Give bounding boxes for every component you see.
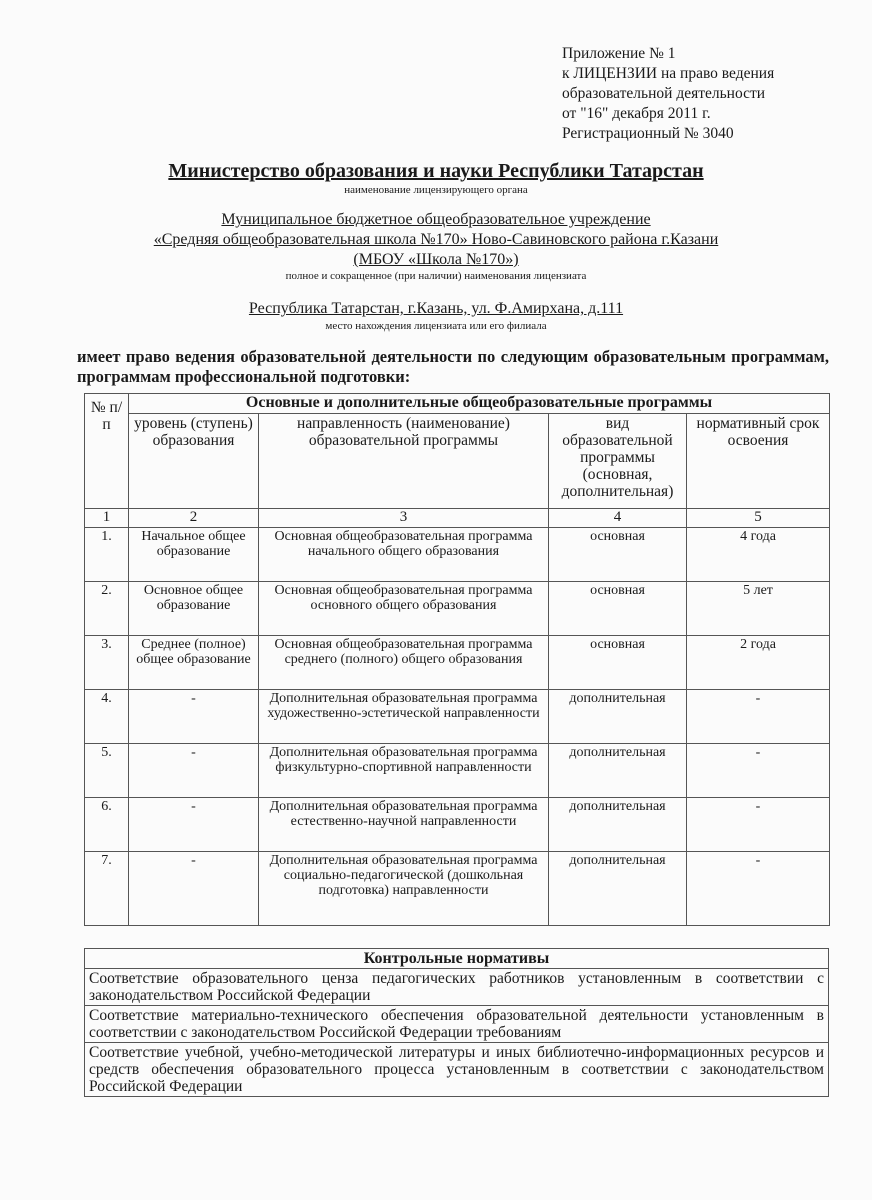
- row-kind: дополнительная: [549, 744, 687, 798]
- row-num: 6.: [85, 798, 129, 852]
- licensee-line: «Средняя общеобразовательная школа №170» Ново-Савиновского района г.Казани: [153, 231, 719, 248]
- row-kind: дополнительная: [549, 690, 687, 744]
- row-level: Начальное общее образование: [129, 528, 259, 582]
- group-title: Основные и дополнительные общеобразовательные программы: [129, 394, 830, 414]
- col-number: 1: [85, 509, 129, 528]
- col-number: 3: [259, 509, 549, 528]
- table-row: [85, 852, 830, 926]
- row-kind: дополнительная: [549, 798, 687, 852]
- licensee-location: [0, 299, 872, 319]
- table-row: [85, 582, 830, 636]
- col-number: 4: [549, 509, 687, 528]
- row-direction: Дополнительная образовательная программа физкультурно-спортивной направленности: [259, 744, 549, 798]
- col-number: 5: [687, 509, 830, 528]
- control-item: Соответствие образовательного ценза педагогических работников установленным в соответствии с законодательством Российской Федерации: [85, 969, 829, 1006]
- annex-line: Приложение № 1: [562, 45, 676, 62]
- row-term: 2 года: [687, 636, 830, 690]
- row-term: -: [687, 744, 830, 798]
- row-term: 5 лет: [687, 582, 830, 636]
- licensee-line: Муниципальное бюджетное общеобразовательное учреждение: [221, 211, 651, 228]
- col-header-direction: направленность (наименование) образовательной программы: [259, 414, 549, 509]
- row-level: Среднее (полное) общее образование: [129, 636, 259, 690]
- row-direction: Дополнительная образовательная программа художественно-эстетической направленности: [259, 690, 549, 744]
- row-direction: Основная общеобразовательная программа начального общего образования: [259, 528, 549, 582]
- row-direction: Дополнительная образовательная программа социально-педагогической (дошкольная подготовка) направленности: [259, 852, 549, 926]
- col-number: 2: [129, 509, 259, 528]
- col-header-num: № п/п: [85, 394, 129, 509]
- table-row: [85, 690, 830, 744]
- table-row: [85, 744, 830, 798]
- row-term: -: [687, 690, 830, 744]
- annex-header: [562, 44, 862, 144]
- row-num: 3.: [85, 636, 129, 690]
- control-title: Контрольные нормативы: [85, 949, 829, 969]
- intro-text: имеет право ведения образовательной деятельности по следующим образовательным программам, программам профессиональной подготовки:: [77, 347, 829, 386]
- annex-line: к ЛИЦЕНЗИИ на право ведения: [562, 65, 775, 82]
- annex-line: образовательной деятельности: [562, 85, 766, 102]
- annex-line: Регистрационный № 3040: [562, 125, 734, 142]
- row-level: -: [129, 744, 259, 798]
- row-kind: дополнительная: [549, 852, 687, 926]
- row-level: -: [129, 852, 259, 926]
- row-kind: основная: [549, 582, 687, 636]
- col-header-term: нормативный срок освоения: [687, 414, 830, 509]
- ministry-name: Министерство образования и науки Республики Татарстан: [168, 160, 704, 182]
- control-norms-table: [84, 948, 829, 1097]
- row-term: -: [687, 798, 830, 852]
- row-direction: Основная общеобразовательная программа среднего (полного) общего образования: [259, 636, 549, 690]
- row-num: 7.: [85, 852, 129, 926]
- row-kind: основная: [549, 636, 687, 690]
- row-term: 4 года: [687, 528, 830, 582]
- licensee-name: [0, 210, 872, 270]
- location-address: Республика Татарстан, г.Казань, ул. Ф.Амирхана, д.111: [248, 300, 624, 317]
- licensee-line: (МБОУ «Школа №170»): [353, 251, 519, 268]
- row-level: Основное общее образование: [129, 582, 259, 636]
- row-term: -: [687, 852, 830, 926]
- control-item: Соответствие учебной, учебно-методической литературы и иных библиотечно-информационных ресурсов и средств обеспечения образовательного процесса установленным в соответствии с законодательством Российской Федерации: [85, 1043, 829, 1097]
- table-row: [85, 528, 830, 582]
- control-item: Соответствие материально-технического обеспечения образовательной деятельности установленным в соответствии с законодательством Российской Федерации требованиям: [85, 1006, 829, 1043]
- table-row: [85, 798, 830, 852]
- ministry-caption: наименование лицензирующего органа: [344, 184, 528, 196]
- col-header-level: уровень (ступень) образования: [129, 414, 259, 509]
- row-num: 5.: [85, 744, 129, 798]
- annex-line: от "16" декабря 2011 г.: [562, 105, 711, 122]
- row-direction: Дополнительная образовательная программа естественно-научной направленности: [259, 798, 549, 852]
- row-num: 1.: [85, 528, 129, 582]
- programs-table: [84, 393, 830, 926]
- row-num: 4.: [85, 690, 129, 744]
- row-kind: основная: [549, 528, 687, 582]
- row-num: 2.: [85, 582, 129, 636]
- row-level: -: [129, 798, 259, 852]
- table-row: [85, 636, 830, 690]
- location-caption: место нахождения лицензиата или его филиала: [325, 320, 547, 332]
- row-level: -: [129, 690, 259, 744]
- licensee-caption: полное и сокращенное (при наличии) наименования лицензиата: [285, 270, 587, 282]
- col-header-kind: вид образовательной программы (основная, дополнительная): [549, 414, 687, 509]
- row-direction: Основная общеобразовательная программа основного общего образования: [259, 582, 549, 636]
